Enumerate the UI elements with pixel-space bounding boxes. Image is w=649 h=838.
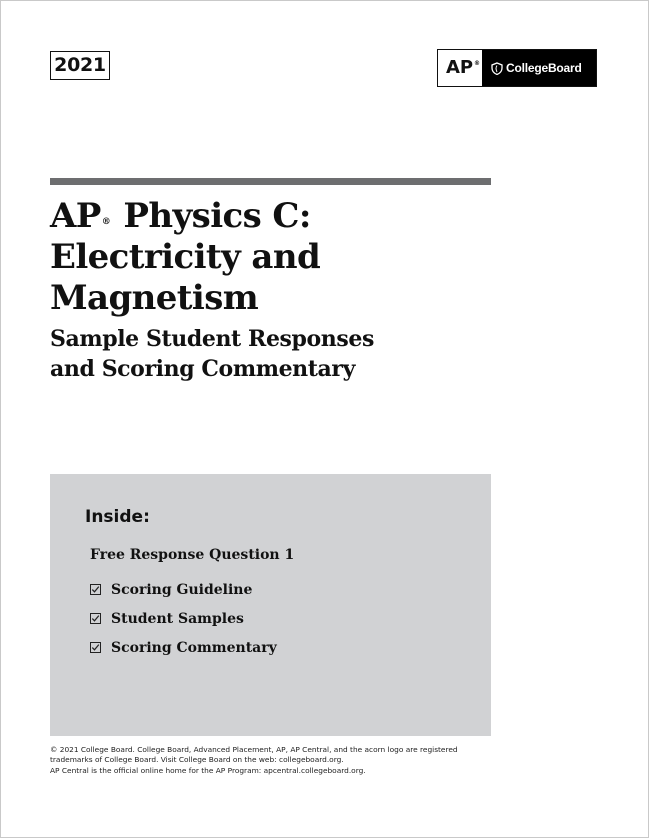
title-line-1: [50, 196, 510, 237]
inside-checklist: [90, 575, 277, 662]
logo-collegeboard-text: CollegeBoard: [506, 61, 582, 75]
inside-question-label: Free Response Question 1: [90, 547, 295, 563]
footer-ap-central: AP Central is the official online home for the AP Program: apcentral.collegeboard.org.: [50, 766, 366, 775]
checklist-item-label: Scoring Commentary: [111, 639, 277, 656]
checklist-item-label: Scoring Guideline: [111, 581, 253, 598]
logo-ap: [438, 50, 482, 86]
subtitle-line-1: Sample Student Responses: [50, 326, 374, 352]
checklist-item: [90, 575, 277, 604]
title-course: Physics C:: [123, 196, 311, 236]
title-rule: [50, 178, 491, 185]
title-line-3: Magnetism: [50, 278, 259, 318]
footer-copyright-line-1: © 2021 College Board. College Board, Advanced Placement, AP, AP Central, and the acorn logo are registered: [50, 745, 458, 754]
checklist-item: [90, 633, 277, 662]
footer-copyright-line-2: trademarks of College Board. Visit College Board on the web: collegeboard.org.: [50, 755, 344, 764]
checkbox-checked-icon: [90, 584, 101, 595]
checklist-item-label: Student Samples: [111, 610, 244, 627]
subtitle-line-2: and Scoring Commentary: [50, 356, 355, 382]
logo-ap-text: AP: [446, 57, 474, 78]
title-registered-mark: ®: [101, 217, 111, 227]
legal-footer: [50, 745, 480, 776]
logo-ap-registered-mark: ®: [474, 60, 480, 67]
document-subtitle: [50, 324, 510, 384]
document-title: [50, 196, 510, 319]
checkbox-checked-icon: [90, 613, 101, 624]
title-ap: AP: [50, 196, 101, 236]
logo-collegeboard: [482, 50, 596, 86]
checklist-item: [90, 604, 277, 633]
year-badge: 2021: [50, 51, 110, 80]
acorn-icon: [491, 62, 503, 75]
inside-heading: Inside:: [85, 507, 150, 527]
checkbox-checked-icon: [90, 642, 101, 653]
title-line-2: Electricity and: [50, 237, 321, 277]
ap-collegeboard-logo: [437, 49, 597, 87]
inside-box: [50, 474, 491, 736]
